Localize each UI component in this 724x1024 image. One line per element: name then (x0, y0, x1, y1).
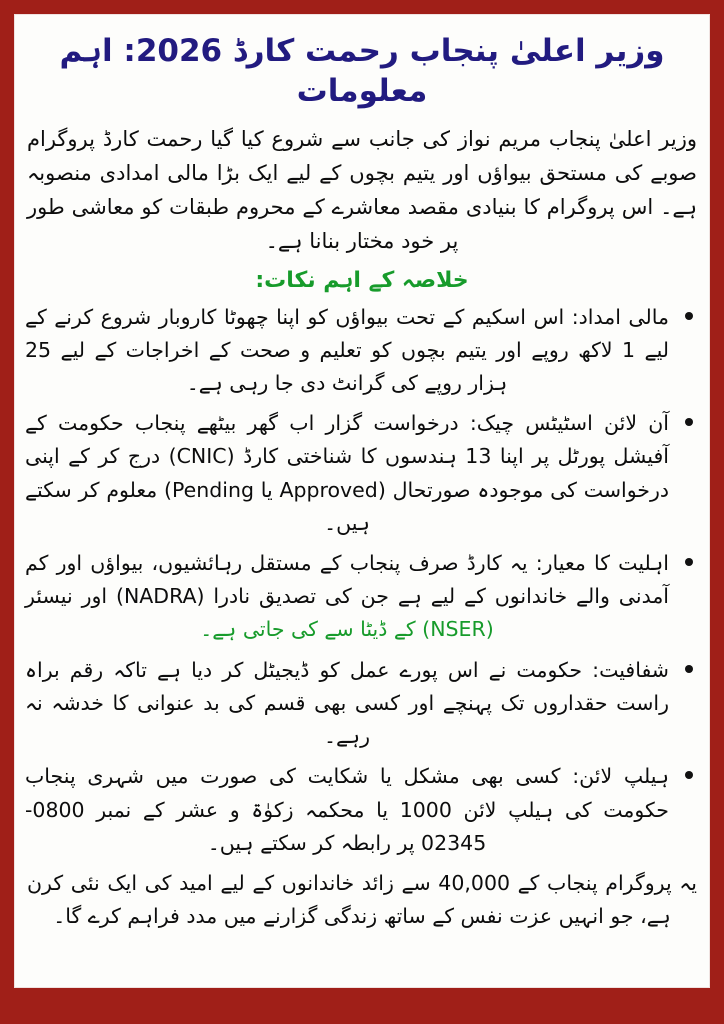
list-item-text: اہلیت کا معیار: یہ کارڈ صرف پنجاب کے مستقل رہائشیوں، بیواؤں اور کم آمدنی والے خاندانوں کے لیے ہے جن کی تصدیق نادرا (NADRA) اور نیسئر (25, 551, 670, 609)
document-content (15, 15, 709, 937)
closing-paragraph: یہ پروگرام پنجاب کے 40,000 سے زائد خاندانوں کے لیے امید کی ایک نئی کرن ہے، جو انہیں عزت نفس کے ساتھ زندگی گزارنے میں مدد فراہم کرے گا۔ (27, 870, 697, 929)
page-title: وزیر اعلیٰ پنجاب رحمت کارڈ 2026: اہم معلومات (59, 33, 665, 110)
intro-paragraph: وزیر اعلیٰ پنجاب مریم نواز کی جانب سے شروع کیا گیا رحمت کارڈ پروگرام صوبے کی مستحق بیواؤں اور یتیم بچوں کے لیے ایک بڑا مالی امدادی منصوبہ ہے۔ اس پروگرام کا بنیادی مقصد معاشرے کے محروم طبقات کو معاشی طور پر خود مختار بنانا ہے۔ (27, 126, 697, 253)
list-item-financial-aid (25, 301, 699, 401)
key-points-list (25, 301, 699, 860)
bullet-dot-icon (685, 558, 693, 566)
bullet-dot-icon (685, 771, 693, 779)
list-item-text: ہیلپ لائن: کسی بھی مشکل یا شکایت کی صورت میں شہری پنجاب حکومت کی ہیلپ لائن 1000 یا محکمہ زکوٰۃ و عشر کے نمبر 0800-02345 پر رابطہ کر سکتے ہیں۔ (25, 764, 669, 855)
list-item-text: مالی امداد: اس اسکیم کے تحت بیواؤں کو اپنا چھوٹا کاروبار شروع کرنے کے لیے 1 لاکھ روپے اور یتیم بچوں کو تعلیم و صحت کے اخراجات کے لیے 25 ہزار روپے کی گرانٹ دی جا رہی ہے۔ (25, 304, 669, 396)
list-item-transparency (25, 654, 699, 754)
list-item-online-status-check (25, 407, 699, 540)
list-item-text: آن لائن اسٹیٹس چیک: درخواست گزار اب گھر بیٹھے پنجاب حکومت کے آفیشل پورٹل پر اپنا 13 ہندسوں کا شناختی کارڈ (CNIC) درج کر کے اپنی درخواست کی موجودہ صورتحال (Approved یا Pending) معلوم کر سکتے ہیں۔ (25, 411, 669, 535)
list-item-text-highlight: (NSER) کے ڈیٹا سے کی جاتی ہے۔ (200, 617, 494, 642)
bullet-dot-icon (685, 665, 693, 673)
bullet-dot-icon (685, 312, 693, 320)
document-frame (14, 14, 710, 988)
list-item-eligibility-criteria (25, 547, 699, 647)
list-item-text: شفافیت: حکومت نے اس پورے عمل کو ڈیجیٹل کر دیا ہے تاکہ رقم براہ راست حقداروں تک پہنچے اور کسی بھی قسم کی بد عنوانی کا خدشہ نہ رہے۔ (25, 657, 669, 749)
bullet-dot-icon (685, 418, 693, 426)
section-heading-key-points: خلاصہ کے اہم نکات: (255, 267, 469, 293)
list-item-helpline (25, 760, 699, 860)
